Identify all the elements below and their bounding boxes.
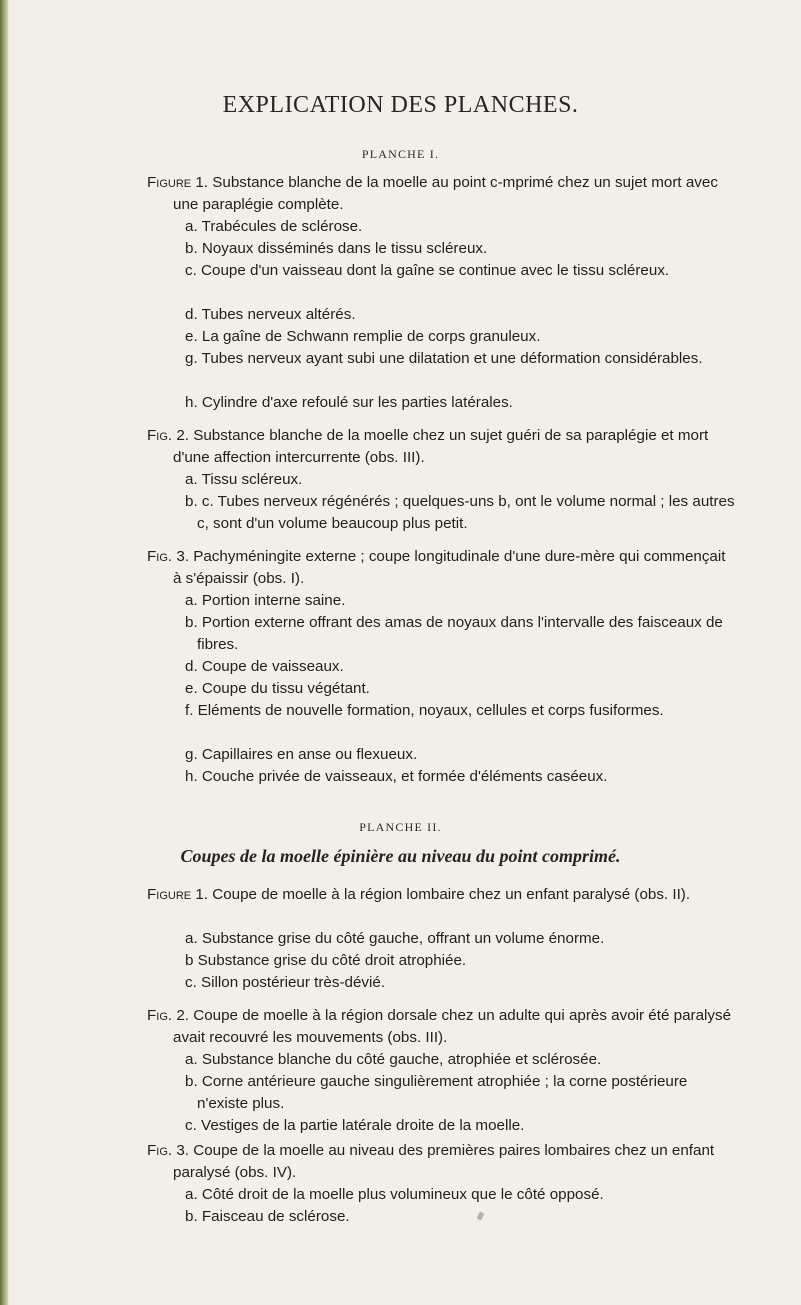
figure-label: Fig.: [147, 1007, 173, 1024]
legend-item: b. Faisceau de sclérose.: [185, 1208, 350, 1225]
figure-caption: 1. Substance blanche de la moelle au point c-mprimé chez un sujet mort avec une paraplégie complète.: [173, 174, 718, 213]
plate-1-figure-2: [147, 425, 733, 469]
legend-item: b Substance grise du côté droit atrophiée.: [185, 952, 467, 969]
figure-label: Figure: [147, 174, 192, 191]
figure-label: Figure: [147, 886, 192, 903]
plate-2-figure-2: [147, 1005, 733, 1049]
legend-item: a. Côté droit de la moelle plus volumineux que le côté opposé.: [185, 1186, 604, 1203]
legend-item: e. La gaîne de Schwann remplie de corps granuleux.: [185, 328, 541, 345]
legend-item: a. Substance blanche du côté gauche, atrophiée et sclérosée.: [185, 1051, 602, 1068]
legend-item: b. Corne antérieure gauche singulièrement atrophiée ; la corne postérieure n'existe plus.: [185, 1073, 688, 1112]
figure-label: Fig.: [147, 548, 173, 565]
legend-item: c. Coupe d'un vaisseau dont la gaîne se continue avec le tissu scléreux.: [185, 262, 670, 279]
legend-item: a. Portion interne saine.: [185, 592, 346, 609]
plate-2-subtitle: Coupes de la moelle épinière au niveau du point comprimé.: [180, 846, 621, 866]
page-title: EXPLICATION DES PLANCHES.: [222, 92, 579, 118]
figure-caption: 1. Coupe de moelle à la région lombaire chez un enfant paralysé (obs. II).: [195, 886, 691, 903]
plate-1-figure-1: [147, 172, 733, 216]
legend-item: a. Trabécules de sclérose.: [185, 218, 363, 235]
figure-caption: 3. Pachyméningite externe ; coupe longitudinale d'une dure-mère qui commençait à s'épaissir (obs. I).: [173, 548, 726, 587]
legend-item: h. Couche privée de vaisseaux, et formée d'éléments caséeux.: [185, 768, 608, 785]
legend-item: b. Noyaux disséminés dans le tissu scléreux.: [185, 240, 488, 257]
legend-item: c. Vestiges de la partie latérale droite de la moelle.: [185, 1117, 525, 1134]
legend-item: g. Capillaires en anse ou flexueux.: [185, 746, 418, 763]
legend-item: a. Tissu scléreux.: [185, 471, 303, 488]
legend-item: f. Eléments de nouvelle formation, noyaux, cellules et corps fusiformes.: [185, 702, 664, 719]
plate-2-heading: PLANCHE II.: [359, 820, 442, 834]
legend-item: b. c. Tubes nerveux régénérés ; quelques-uns b, ont le volume normal ; les autres c, sont d'un volume beaucoup plus petit.: [185, 493, 735, 532]
figure-caption: 3. Coupe de la moelle au niveau des premières paires lombaires chez un enfant paralysé (obs. IV).: [173, 1142, 715, 1181]
plate-1-heading: PLANCHE I.: [361, 147, 440, 161]
legend-item: h. Cylindre d'axe refoulé sur les parties latérales.: [185, 394, 513, 411]
legend-item: c. Sillon postérieur très-dévié.: [185, 974, 386, 991]
legend-item: b. Portion externe offrant des amas de noyaux dans l'intervalle des faisceaux de fibres.: [185, 614, 723, 653]
legend-item: e. Coupe du tissu végétant.: [185, 680, 370, 697]
figure-caption: 2. Coupe de moelle à la région dorsale chez un adulte qui après avoir été paralysé avait recouvré les mouvements (obs. III).: [173, 1007, 732, 1046]
figure-caption: 2. Substance blanche de la moelle chez un sujet guéri de sa paraplégie et mort d'une affection intercurrente (obs. III).: [173, 427, 709, 466]
figure-label: Fig.: [147, 427, 173, 444]
legend-item: d. Coupe de vaisseaux.: [185, 658, 344, 675]
figure-label: Fig.: [147, 1142, 173, 1159]
plate-1-figure-3: [147, 546, 733, 590]
plate-2-figure-1: [147, 884, 733, 906]
legend-item: d. Tubes nerveux altérés.: [185, 306, 356, 323]
legend-item: g. Tubes nerveux ayant subi une dilatation et une déformation considérables.: [185, 350, 703, 367]
plate-2-figure-3: [147, 1140, 733, 1184]
legend-item: a. Substance grise du côté gauche, offrant un volume énorme.: [185, 930, 605, 947]
